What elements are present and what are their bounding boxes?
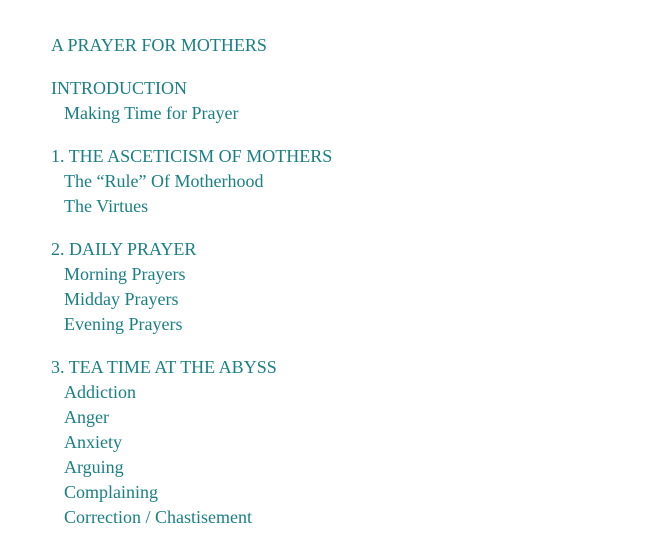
toc-section-introduction[interactable]: INTRODUCTION xyxy=(51,78,187,98)
toc-title-link[interactable]: A PRAYER FOR MOTHERS xyxy=(51,35,267,55)
toc-section-daily-prayer[interactable]: 2. DAILY PRAYER xyxy=(51,239,197,259)
toc-section-asceticism-of-mothers[interactable]: 1. THE ASCETICISM OF MOTHERS xyxy=(51,146,333,166)
toc-item-morning-prayers[interactable]: Morning Prayers xyxy=(64,264,186,284)
toc-item-rule-of-motherhood[interactable]: The “Rule” Of Motherhood xyxy=(64,171,264,191)
toc-item-midday-prayers[interactable]: Midday Prayers xyxy=(64,289,179,309)
toc-item-complaining[interactable]: Complaining xyxy=(64,482,158,502)
toc-item-anger[interactable]: Anger xyxy=(64,407,109,427)
toc-item-arguing[interactable]: Arguing xyxy=(64,457,124,477)
toc-item-the-virtues[interactable]: The Virtues xyxy=(64,196,149,216)
toc-item-making-time-for-prayer[interactable]: Making Time for Prayer xyxy=(64,103,239,123)
toc-section-tea-time-at-the-abyss[interactable]: 3. TEA TIME AT THE ABYSS xyxy=(51,357,277,377)
table-of-contents xyxy=(51,33,631,530)
toc-item-evening-prayers[interactable]: Evening Prayers xyxy=(64,314,183,334)
toc-item-correction-chastisement[interactable]: Correction / Chastisement xyxy=(64,507,252,527)
toc-item-addiction[interactable]: Addiction xyxy=(64,382,136,402)
toc-item-anxiety[interactable]: Anxiety xyxy=(64,432,122,452)
